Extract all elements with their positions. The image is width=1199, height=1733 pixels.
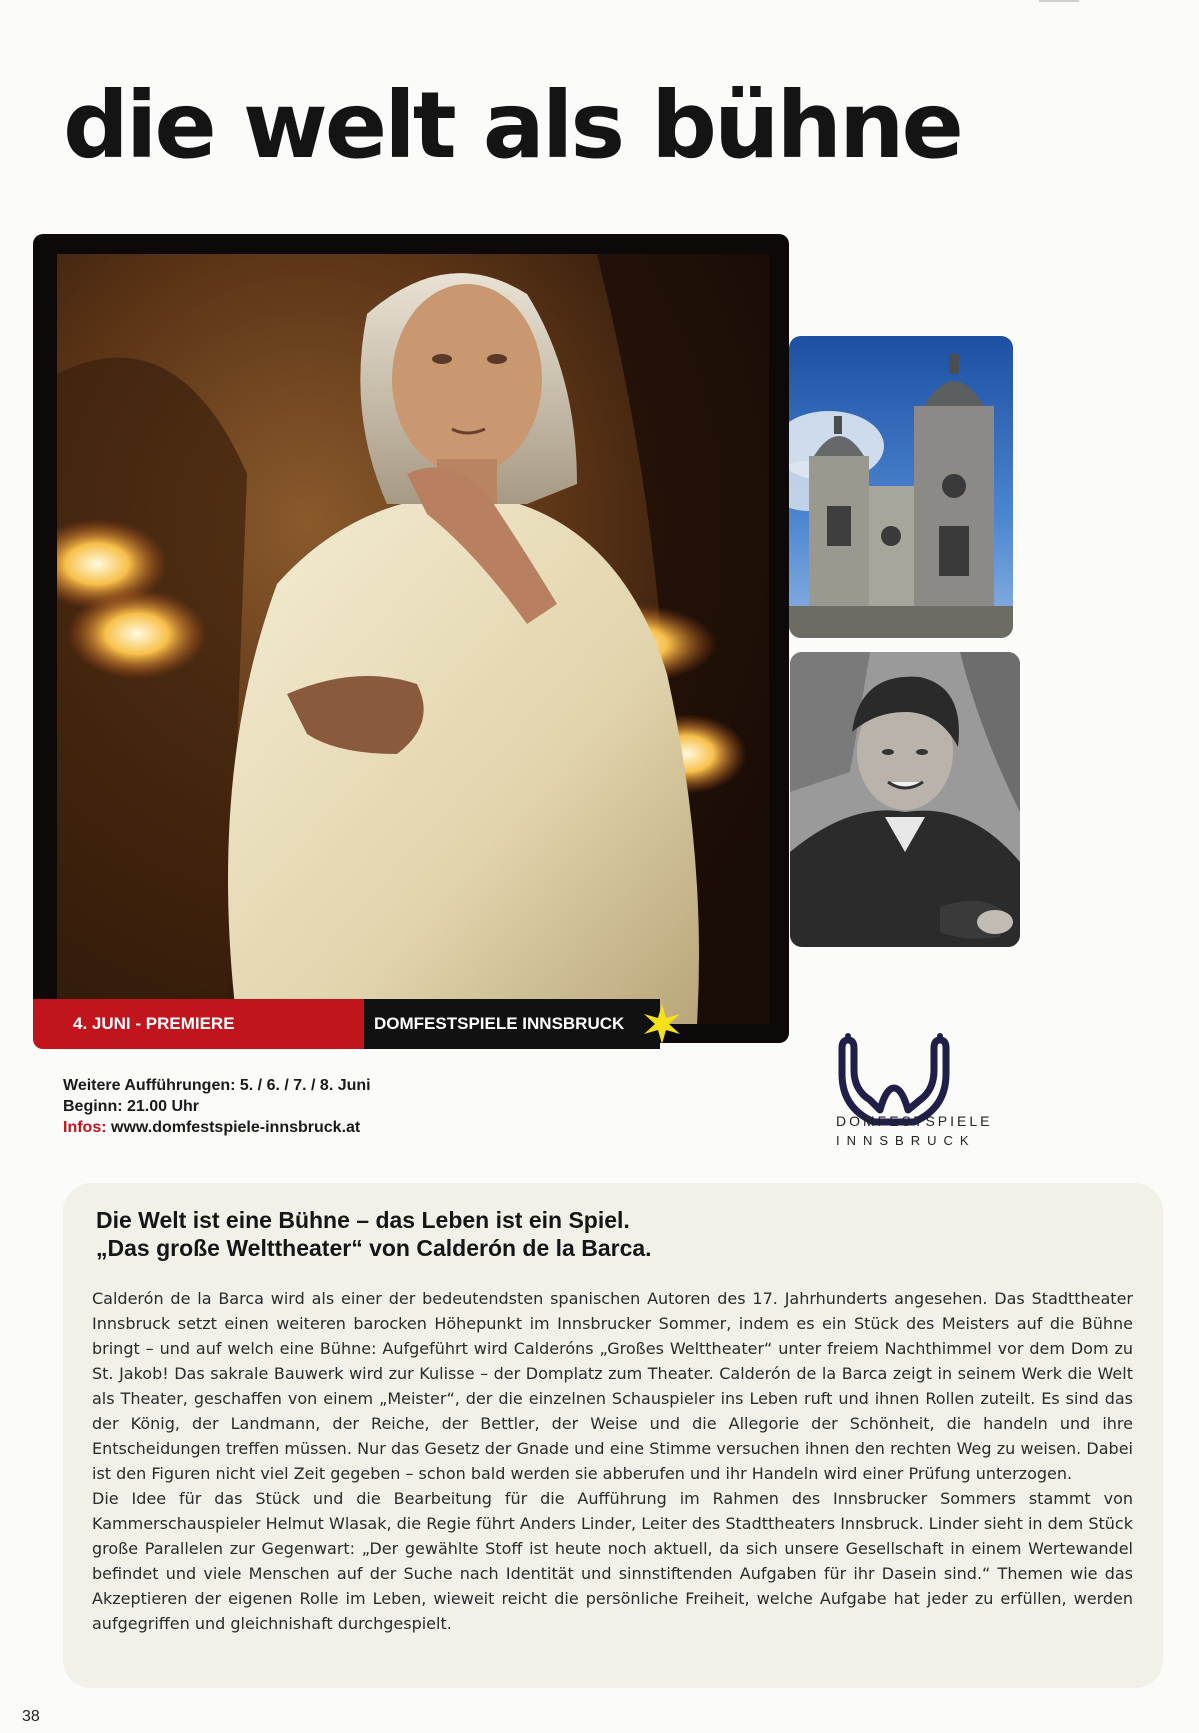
logo-text-line2: INNSBRUCK: [836, 1133, 976, 1148]
infos-label: Infos:: [63, 1119, 107, 1136]
page-headline: die welt als bühne: [63, 72, 961, 179]
logo-text-line1: DOMFESTSPIELE: [836, 1113, 993, 1129]
performance-info: [63, 1075, 371, 1138]
festival-label: DOMFESTSPIELE INNSBRUCK: [374, 1014, 625, 1033]
article-paragraph-1: Calderón de la Barca wird als einer der bedeutendsten spanischen Autoren des 17. Jahrhunderts angesehen. Das Stadttheater Innsbruck setzt einen weiteren barocken Höhepunkt im Innsbrucker Sommer, indem es ein Stück des Meisters auf die Bühne bringt – und auf welch eine Bühne: Aufgeführt wird Calderóns „Großes Welttheater“ unter freiem Nachthimmel vor dem Dom zu St. Jakob! Das sakrale Bauwerk wird zur Kulisse – der Domplatz zum Theater. Calderón de la Barca zeigt in seinem Werk die Welt als Theater, geschaffen von einem „Meister“, der die einzelnen Schauspieler ins Leben ruft und ihnen Rollen zuteilt. Es sind das der König, der Landmann, der Reiche, der Bettler, der Weise und die Allegorie der Schönheit, die handeln und ihre Entscheidungen treffen müssen. Nur das Gesetz der Gnade und eine Stimme versuchen ihnen den rechten Weg zu weisen. Dabei ist den Figuren nicht viel Zeit gegeben – schon bald werden sie abberufen und ihr Handeln wird einer Prüfung unterzogen.: [92, 1289, 1133, 1483]
article-title-line1: Die Welt ist eine Bühne – das Leben ist ein Spiel.: [96, 1207, 630, 1233]
main-photo-frame: [33, 234, 789, 1043]
performances-line: Weitere Aufführungen: 5. / 6. / 7. / 8. Juni: [63, 1077, 371, 1094]
cathedral-photo: [789, 336, 1013, 638]
article-body: [92, 1286, 1133, 1636]
cathedral-image: [789, 336, 1013, 638]
premiere-ribbon: [33, 999, 364, 1049]
article-paragraph-2: Die Idee für das Stück und die Bearbeitung für die Aufführung im Rahmen des Innsbrucker Sommers stammt von Kammerschauspieler Helmut Wlasak, die Regie führt Anders Linder, Leiter des Stadttheaters Innsbruck. Linder sieht in dem Stück große Parallelen zur Gegenwart: „Der gewählte Stoff ist heute noch aktuell, da sich unsere Gesellschaft in einem Wertewandel befindet und viele Menschen auf der Suche nach Identität und sinnstiftenden Aufgaben für ihr Dasein sind.“ Themen wie das Akzeptieren der eigenen Rolle im Leben, wieweit reicht die persönliche Freiheit, welche Aufgabe hat jeder zu erfüllen, werden aufgegriffen und gleichnishaft durchgespielt.: [92, 1489, 1133, 1633]
sun-icon: [642, 1004, 682, 1044]
festival-ribbon: [364, 999, 660, 1049]
infos-url-link[interactable]: www.domfestspiele-innsbruck.at: [111, 1119, 361, 1136]
premiere-label: 4. JUNI - PREMIERE: [73, 1014, 235, 1033]
start-time-line: Beginn: 21.00 Uhr: [63, 1098, 200, 1115]
actor-photo: [57, 254, 769, 1024]
page-number: 38: [22, 1708, 40, 1725]
portrait-photo: [790, 652, 1020, 947]
top-rule: [1039, 0, 1079, 2]
portrait-image: [790, 652, 1020, 947]
article-title-line2: „Das große Welttheater“ von Calderón de la Barca.: [96, 1235, 652, 1261]
infos-line: [63, 1117, 371, 1138]
article-title: [96, 1206, 652, 1262]
